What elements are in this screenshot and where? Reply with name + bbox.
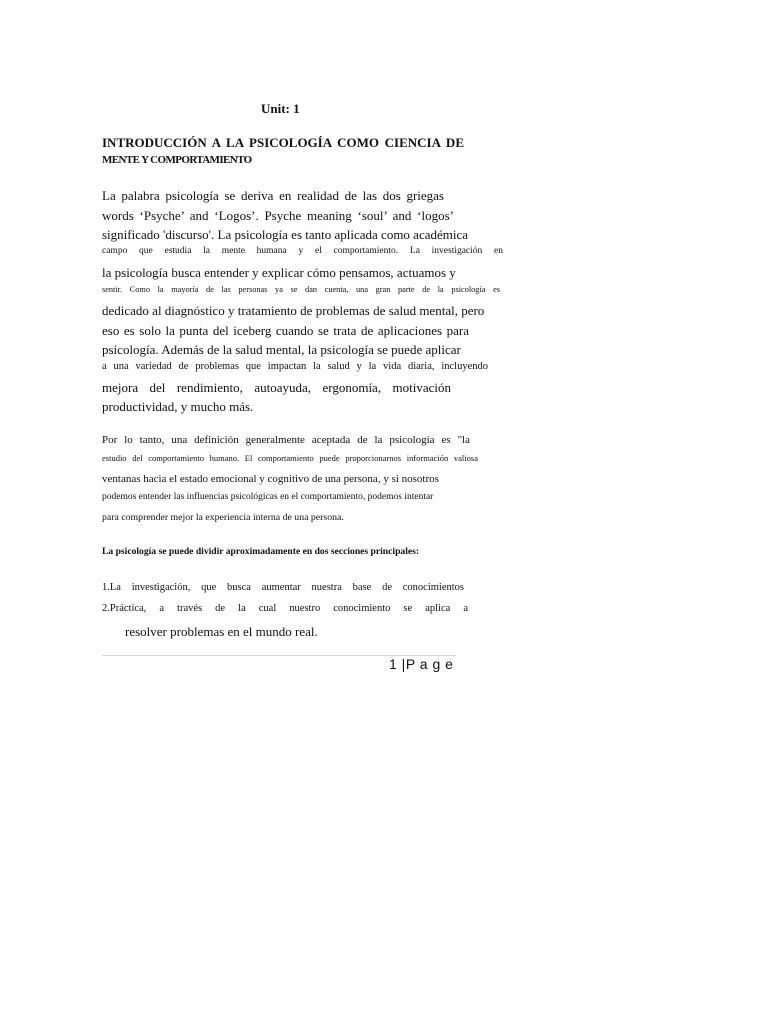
paragraph-1-line: productividad, y mucho más. (102, 399, 254, 414)
paragraph-1-line: mejora del rendimiento, autoayuda, ergonomía, motivación (102, 380, 451, 395)
paragraph-2-line: para comprender mejor la experiencia interna de una persona. (102, 512, 344, 523)
paragraph-1-line: la psicología busca entender y explicar cómo pensamos, actuamos y (102, 265, 456, 280)
paragraph-2-line: podemos entender las influencias psicológicas en el comportamiento, podemos intentar (102, 492, 434, 502)
title-line-1: INTRODUCCIÓN A LA PSICOLOGÍA COMO CIENCIA DE (102, 135, 464, 150)
title-line-2: MENTE Y COMPORTAMIENTO (102, 154, 252, 166)
page-number: 1 |P a g e (389, 656, 454, 672)
paragraph-2-line: ventanas hacia el estado emocional y cognitivo de una persona, y si nosotros (102, 473, 439, 485)
paragraph-2-line: estudio del comportamiento humano. El comportamiento puede proporcionarnos información valiosa (102, 453, 478, 463)
section-item-research: 1.La investigación, que busca aumentar nuestra base de conocimientos (102, 582, 464, 593)
paragraph-1-line: psicología. Además de la salud mental, la psicología se puede aplicar (102, 342, 461, 357)
section-item-practice-continued: resolver problemas en el mundo real. (125, 624, 318, 639)
paragraph-1-line: significado 'discurso'. La psicología es tanto aplicada como académica (102, 227, 469, 242)
paragraph-1-line: sentir. Como la mayoría de las personas ya se dan cuenta, una gran parte de la psicología es (102, 285, 500, 294)
paragraph-1-line: eso es solo la punta del iceberg cuando se trata de aplicaciones para (102, 323, 469, 338)
paragraph-1-line: campo que estudia la mente humana y el comportamiento. La investigación en (102, 246, 503, 256)
section-item-practice: 2.Práctica, a través de la cual nuestro conocimiento se aplica a (102, 603, 468, 614)
unit-heading: Unit: 1 (261, 101, 300, 116)
paragraph-1-line: dedicado al diagnóstico y tratamiento de problemas de salud mental, pero (102, 303, 485, 318)
paragraph-1-line: a una variedad de problemas que impactan la salud y la vida diaria, incluyendo (102, 361, 488, 372)
paragraph-1-line: words ‘Psyche’ and ‘Logos’. Psyche meaning ‘soul’ and ‘logos’ (102, 208, 454, 223)
sections-heading: La psicología se puede dividir aproximadamente en dos secciones principales: (102, 546, 420, 557)
paragraph-1-line: La palabra psicología se deriva en realidad de las dos griegas (102, 188, 444, 203)
paragraph-2-line: Por lo tanto, una definición generalmente aceptada de la psicología es "la (102, 434, 470, 446)
